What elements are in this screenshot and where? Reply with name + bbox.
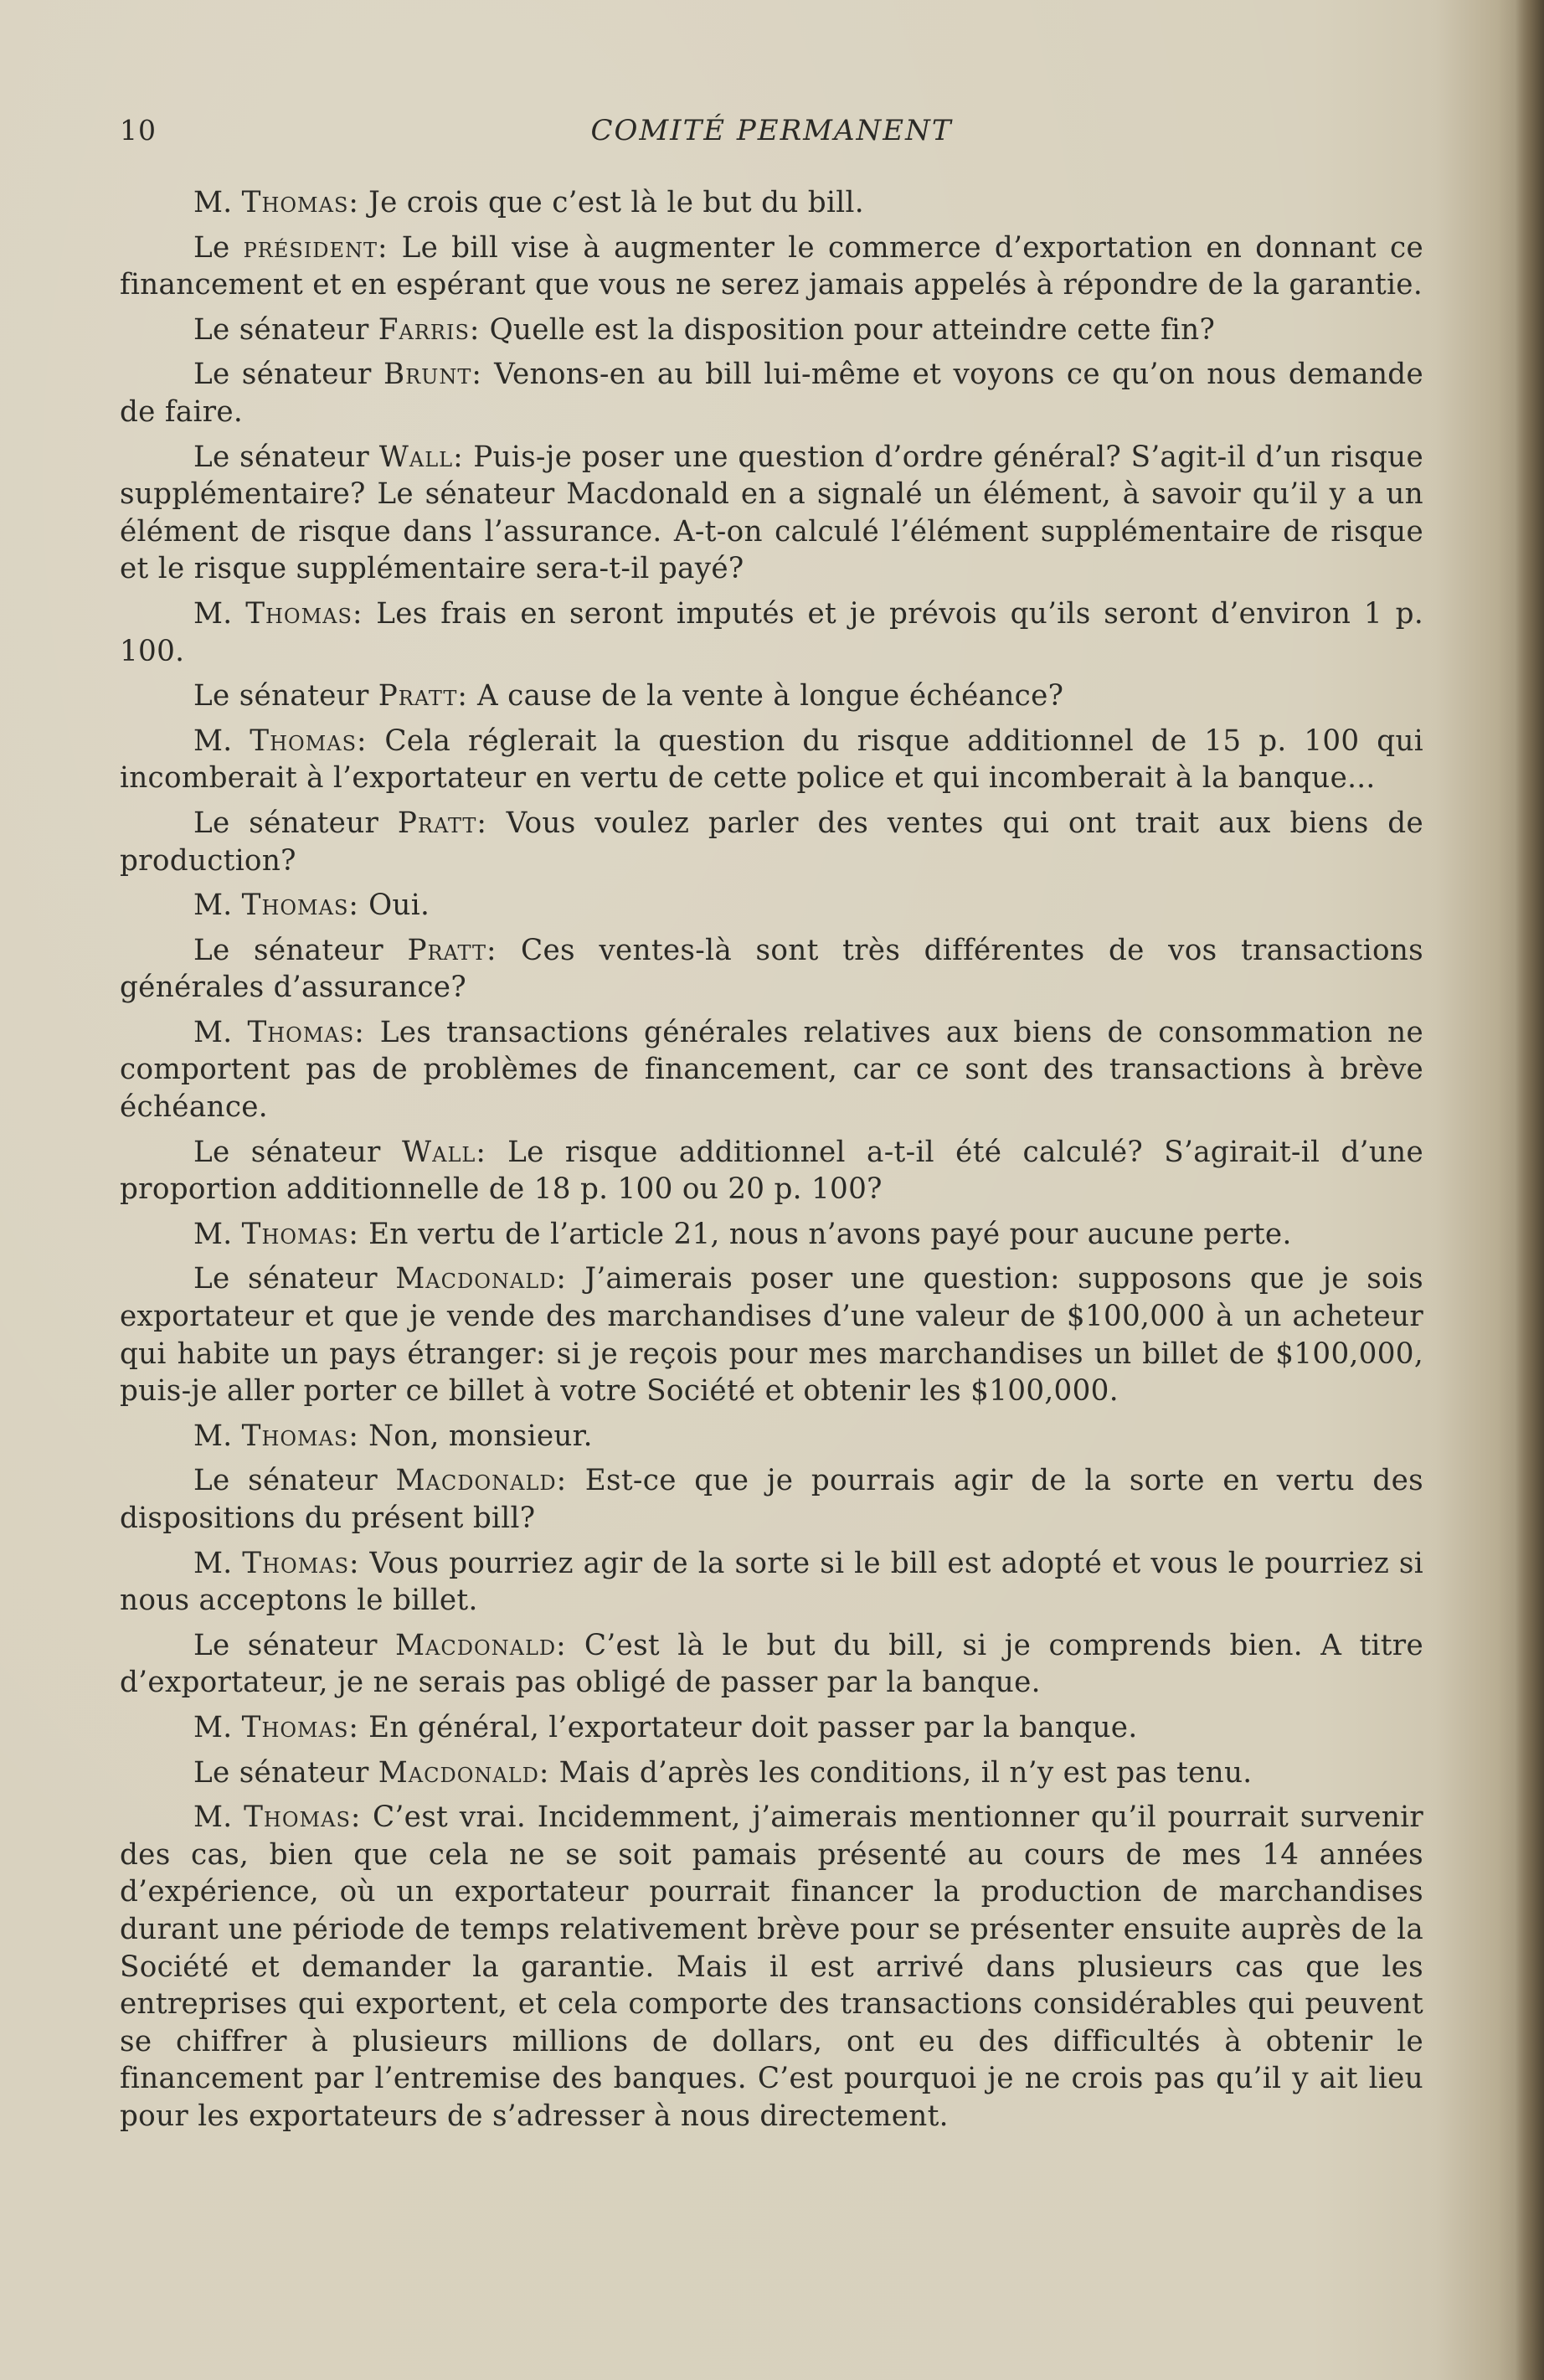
speaker-title: Le sénateur <box>193 679 378 713</box>
speaker-title: M. <box>193 596 246 631</box>
transcript-paragraph <box>120 356 1423 430</box>
speaker-title: M. <box>193 724 250 758</box>
speaker-name: président: <box>243 230 389 265</box>
transcript-paragraph <box>120 805 1423 879</box>
speech-text: En vertu de l’article 21, nous n’avons payé pour aucune perte. <box>358 1217 1292 1251</box>
transcript-paragraph <box>120 723 1423 797</box>
speaker-title: M. <box>193 1217 242 1251</box>
speaker-title: M. <box>193 186 242 219</box>
transcript-paragraph <box>120 1754 1423 1792</box>
transcript-paragraph <box>120 932 1423 1007</box>
speaker-name: Thomas: <box>241 186 359 219</box>
transcript-paragraph <box>120 1134 1423 1208</box>
speech-text: Cela réglerait la question du risque additionnel de 15 p. 100 qui incomberait à l’exportateur en vertu de cette police et qui incomberait à la banque... <box>120 724 1423 796</box>
transcript-paragraph <box>120 1260 1423 1409</box>
speaker-name: Macdonald: <box>395 1464 568 1498</box>
speech-text: Le risque additionnel a-t-il été calculé? S’agirait-il d’une proportion additionnelle de 18 p. 100 ou 20 p. 100? <box>120 1135 1423 1207</box>
speaker-name: Macdonald: <box>395 1262 567 1296</box>
speech-text: Ces ventes-là sont très différentes de vos transactions générales d’assurance? <box>120 933 1423 1005</box>
speech-text: Les transactions générales relatives aux biens de consommation ne comportent pas de problèmes de financement, car ce sont des transactions à brève échéance. <box>120 1015 1423 1125</box>
speaker-name: Thomas: <box>241 1710 359 1744</box>
speaker-name: Wall: <box>378 440 464 474</box>
speech-text: Vous voulez parler des ventes qui ont trait aux biens de production? <box>120 806 1423 878</box>
running-title: COMITÉ PERMANENT <box>590 114 953 147</box>
speaker-name: Pratt: <box>397 806 487 840</box>
transcript-paragraph <box>120 887 1423 925</box>
speaker-title: Le sénateur <box>193 1135 402 1169</box>
speech-text: Je crois que c’est là le but du bill. <box>358 186 864 219</box>
speech-text: Oui. <box>358 889 430 923</box>
speaker-name: Thomas: <box>241 1419 359 1453</box>
speaker-title: Le sénateur <box>193 1262 396 1296</box>
transcript-paragraph <box>120 184 1423 222</box>
speech-text: J’aimerais poser une question: supposons que je sois exportateur et que je vende des marchandises d’une valeur de $100,000 à un acheteur qui habite un pays étranger: si je reçois pour mes marchandises un billet de $100,000, puis-je aller porter ce billet à votre Société et obtenir les $100,000. <box>120 1262 1423 1409</box>
speech-text: Les frais en seront imputés et je prévois qu’ils seront d’environ 1 p. 100. <box>120 596 1423 668</box>
speaker-name: Thomas: <box>244 1800 362 1835</box>
transcript-paragraph <box>120 1545 1423 1620</box>
transcript-paragraph <box>120 229 1423 304</box>
speech-text: C’est vrai. Incidemment, j’aimerais mentionner qu’il pourrait survenir des cas, bien que cela ne se soit pamais présenté au cours de mes 14 années d’expérience, où un exportateur pourrait financer la production de marchandises durant une période de temps relativement brève pour se présenter ensuite auprès de la Société et demander la garantie. Mais il est arrivé dans plusieurs cas que les entreprises qui exportent, et cela comporte des transactions considérables qui peuvent se chiffrer à plusieurs millions de dollars, ont eu des difficultés à obtenir le financement par l’entremise des banques. C’est pourquoi je ne crois pas qu’il y ait lieu pour les exportateurs de s’adresser à nous directement. <box>120 1800 1424 2133</box>
book-spine-shadow <box>1516 0 1544 2380</box>
speech-text: C’est là le but du bill, si je comprends bien. A titre d’exportateur, je ne serais pas obligé de passer par la banque. <box>120 1628 1423 1700</box>
speaker-title: Le sénateur <box>193 933 408 967</box>
speech-text: Non, monsieur. <box>358 1419 593 1453</box>
speaker-title: Le sénateur <box>193 1755 378 1790</box>
speech-text: En général, l’exportateur doit passer par la banque. <box>358 1710 1138 1744</box>
speaker-title: Le sénateur <box>193 312 378 347</box>
page-header <box>120 114 1423 156</box>
speaker-title: M. <box>193 1419 242 1453</box>
speech-text: A cause de la vente à longue échéance? <box>467 679 1064 713</box>
transcript-paragraph <box>120 1799 1423 2135</box>
speaker-name: Thomas: <box>247 1015 365 1049</box>
transcript-paragraph <box>120 312 1423 349</box>
speaker-title: Le sénateur <box>193 440 379 474</box>
speech-text: Le bill vise à augmenter le commerce d’exportation en donnant ce financement et en espérant que vous ne serez jamais appelés à répondre de la garantie. <box>120 230 1424 302</box>
speaker-name: Macdonald: <box>378 1755 550 1790</box>
speech-text: Quelle est la disposition pour atteindre cette fin? <box>480 312 1216 347</box>
speaker-title: Le sénateur <box>193 1464 396 1498</box>
speaker-name: Wall: <box>401 1135 486 1169</box>
speech-text: Venons-en au bill lui-même et voyons ce qu’on nous demande de faire. <box>120 358 1423 429</box>
speech-text: Est-ce que je pourrais agir de la sorte en vertu des dispositions du présent bill? <box>120 1464 1423 1535</box>
transcript-paragraph <box>120 1014 1423 1126</box>
speaker-name: Pratt: <box>378 679 468 713</box>
transcript-paragraph <box>120 1627 1423 1702</box>
speaker-title: Le <box>193 230 244 265</box>
transcript-paragraph <box>120 1216 1423 1254</box>
speaker-title: M. <box>193 1015 248 1049</box>
speaker-name: Farris: <box>378 312 481 347</box>
transcript-paragraph <box>120 439 1423 588</box>
speaker-name: Thomas: <box>242 1546 360 1580</box>
speaker-title: M. <box>193 1710 242 1744</box>
transcript-paragraph <box>120 1462 1423 1537</box>
transcript-paragraph <box>120 595 1423 670</box>
speaker-name: Thomas: <box>245 596 363 631</box>
transcript-paragraph <box>120 1709 1423 1747</box>
speaker-title: M. <box>193 889 242 923</box>
transcript-body <box>120 184 1423 2143</box>
speaker-name: Pratt: <box>407 933 497 967</box>
speech-text: Vous pourriez agir de la sorte si le bill est adopté et vous le pourriez si nous acceptons le billet. <box>120 1546 1424 1618</box>
speaker-name: Thomas: <box>250 724 368 758</box>
speaker-title: M. <box>193 1800 244 1835</box>
transcript-paragraph <box>120 677 1423 715</box>
speech-text: Mais d’après les conditions, il n’y est pas tenu. <box>549 1755 1253 1790</box>
speaker-name: Thomas: <box>241 1217 359 1251</box>
speaker-name: Brunt: <box>383 358 482 392</box>
speaker-name: Thomas: <box>241 889 359 923</box>
speaker-name: Macdonald: <box>395 1628 567 1662</box>
speaker-title: M. <box>193 1546 243 1580</box>
speaker-title: Le sénateur <box>193 358 383 392</box>
transcript-paragraph <box>120 1418 1423 1455</box>
page-number: 10 <box>120 114 157 147</box>
speaker-title: Le sénateur <box>193 806 398 840</box>
speech-text: Puis-je poser une question d’ordre général? S’agit-il d’un risque supplémentaire? Le sénateur Macdonald en a signalé un élément, à savoir qu’il y a un élément de risque dans l’assurance. A-t-on calculé l’élément supplémentaire de risque et le risque supplémentaire sera-t-il payé? <box>120 440 1423 586</box>
speaker-title: Le sénateur <box>193 1628 395 1662</box>
